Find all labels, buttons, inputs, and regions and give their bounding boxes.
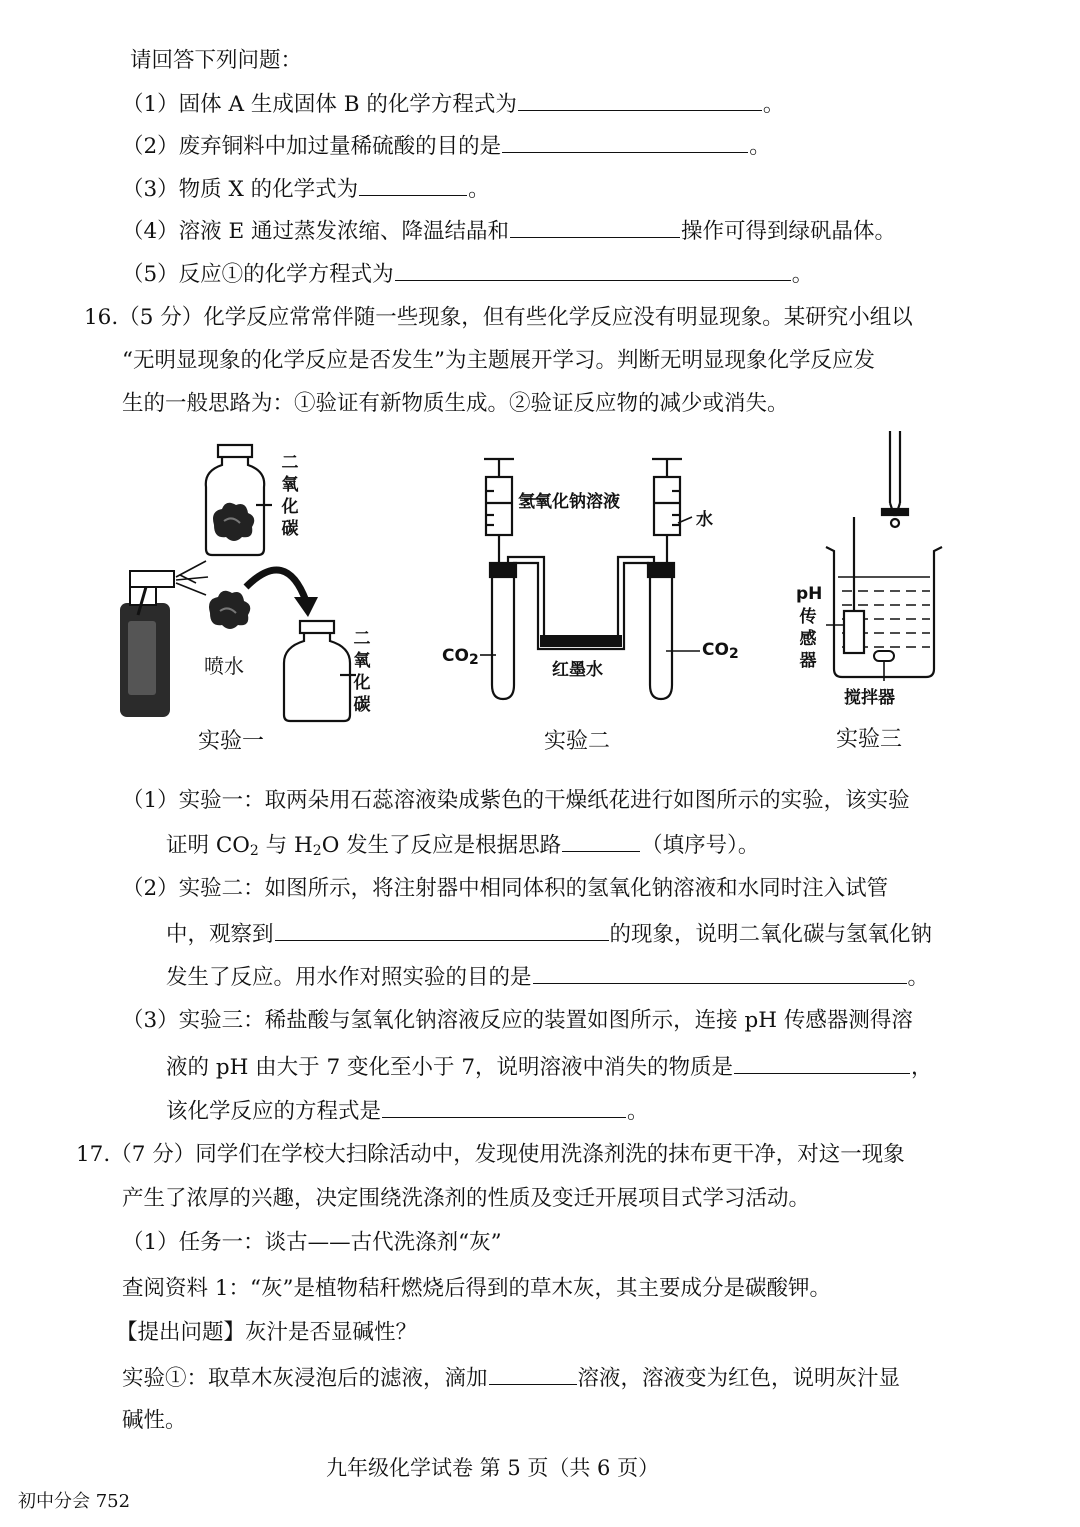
q15-s5-text: （5）反应①的化学方程式为 — [122, 262, 394, 287]
exp3-stirrer-label: 搅拌器 — [844, 688, 895, 708]
q16-p3-c: 该化学反应的方程式是 。 — [166, 1095, 649, 1127]
exp3-sensor-label: 传 感 器 — [799, 607, 817, 671]
ph-sensor-probe — [844, 517, 864, 653]
exp3-ph-label: pH — [796, 584, 823, 604]
experiment-figure — [100, 425, 980, 765]
exp1-co2-label-bottom: 二 氧 化 碳 — [353, 629, 371, 715]
arrow-icon — [246, 570, 318, 617]
spray-mist-icon — [176, 561, 208, 595]
q17-question: 【提出问题】灰汁是否显碱性？ — [116, 1320, 418, 1345]
answer-blank[interactable] — [510, 215, 680, 238]
page-footer: 九年级化学试卷 第 5 页（共 6 页） — [326, 1456, 660, 1480]
q17-ref1: 查阅资料 1：“灰”是植物秸秆燃烧后得到的草木灰，其主要成分是碳酸钾。 — [122, 1276, 831, 1301]
exp2-water-label: 水 — [696, 510, 713, 530]
syringe-left — [484, 459, 514, 563]
q17-exp: 实验①：取草木灰浸泡后的滤液，滴加 溶液，溶液变为红色，说明灰汁显 — [122, 1362, 900, 1394]
answer-blank[interactable] — [395, 258, 791, 281]
syringe-right — [652, 459, 682, 563]
answer-blank[interactable] — [518, 88, 762, 111]
q15-s3 — [122, 173, 490, 205]
q16-p3-a: （3）实验三：稀盐酸与氢氧化钠溶液反应的装置如图所示，连接 pH 传感器测得溶 — [122, 1008, 913, 1033]
q17-line2: 产生了浓厚的兴趣，决定围绕洗涤剂的性质及变迁开展项目式学习活动。 — [122, 1186, 811, 1211]
stirrer-icon — [874, 651, 894, 661]
exp2-ink-label: 红墨水 — [552, 660, 603, 680]
watermark-text: 初中分会 752 — [18, 1491, 131, 1512]
exp1-co2-label-top: 二 氧 化 碳 — [281, 453, 299, 539]
answer-blank[interactable] — [382, 1095, 626, 1118]
answer-blank[interactable] — [275, 918, 609, 941]
exp1-caption: 实验一 — [198, 729, 265, 754]
q16-p2-a: （2）实验二：如图所示，将注射器中相同体积的氢氧化钠溶液和水同时注入试管 — [122, 876, 889, 901]
dropper-icon — [882, 431, 908, 527]
exp1-spray-label: 喷水 — [204, 654, 244, 678]
wet-flower-icon — [209, 591, 250, 629]
answer-blank[interactable] — [533, 961, 907, 984]
exp2-co2-left-label: $CO_2$ — [442, 646, 479, 668]
q15-s2-end: 。 — [749, 134, 771, 159]
answer-blank[interactable] — [502, 130, 748, 153]
answer-blank[interactable] — [734, 1051, 910, 1074]
q15-s3-end: 。 — [468, 177, 490, 202]
u-tube — [508, 557, 654, 649]
q16-p2-b: 中，观察到 的现象，说明二氧化碳与氢氧化钠 — [166, 918, 932, 950]
exp2-co2-right-label: $CO_2$ — [702, 640, 739, 662]
q15-s4 — [122, 215, 896, 247]
test-tube-right — [648, 563, 674, 699]
answer-blank[interactable] — [359, 173, 467, 196]
q15-s3-text: （3）物质 X 的化学式为 — [122, 177, 359, 202]
test-tube-left — [490, 563, 516, 699]
q16-p1-a: （1）实验一：取两朵用石蕊溶液染成紫色的干燥纸花进行如图所示的实验，该实验 — [122, 788, 910, 813]
q16-line1: 16.（5 分）化学反应常常伴随一些现象，但有些化学反应没有明显现象。某研究小组以 — [84, 305, 913, 330]
exp1-jar-bottom — [284, 621, 356, 721]
q15-s5-end: 。 — [791, 262, 814, 287]
q16-p3-b: 液的 pH 由大于 7 变化至小于 7，说明溶液中消失的物质是 ， — [166, 1051, 933, 1083]
dry-flower-icon — [213, 503, 254, 541]
spray-bottle-icon — [120, 571, 174, 717]
q17-exp-end: 碱性。 — [122, 1408, 187, 1433]
answer-blank[interactable] — [489, 1362, 577, 1385]
q17-line1: 17.（7 分）同学们在学校大扫除活动中，发现使用洗涤剂洗的抹布更干净，对这一现象 — [76, 1142, 905, 1167]
q15-s2-text: （2）废弃铜料中加过量稀硫酸的目的是 — [122, 134, 502, 159]
exp3-caption: 实验三 — [836, 727, 903, 752]
exp2-naoh-label: 氢氧化钠溶液 — [518, 492, 620, 512]
exp2-caption: 实验二 — [544, 729, 611, 754]
q15-s5 — [122, 258, 813, 290]
q17-task1: （1）任务一：谈古——古代洗涤剂“灰” — [122, 1230, 502, 1255]
q16-p2-c: 发生了反应。用水作对照实验的目的是 。 — [166, 961, 929, 993]
answer-blank[interactable] — [562, 829, 640, 852]
q15-s1 — [122, 88, 784, 120]
q15-s1-end: 。 — [762, 92, 785, 117]
q15-s4-end: 操作可得到绿矾晶体。 — [681, 219, 897, 244]
q15-s4-text: （4）溶液 E 通过蒸发浓缩、降温结晶和 — [122, 219, 510, 244]
q15-s1-text: （1）固体 A 生成固体 B 的化学方程式为 — [122, 92, 517, 117]
q16-p1-b: 证明 $CO_2$ 与 $H_2O$ 发生了反应是根据思路 （填序号）。 — [166, 829, 759, 866]
q16-line3: 生的一般思路为：①验证有新物质生成。②验证反应物的减少或消失。 — [122, 391, 789, 416]
intro-text: 请回答下列问题： — [130, 48, 303, 73]
q15-s2 — [122, 130, 771, 162]
q16-line2: “无明显现象的化学反应是否发生”为主题展开学习。判断无明显现象化学反应发 — [122, 348, 875, 373]
